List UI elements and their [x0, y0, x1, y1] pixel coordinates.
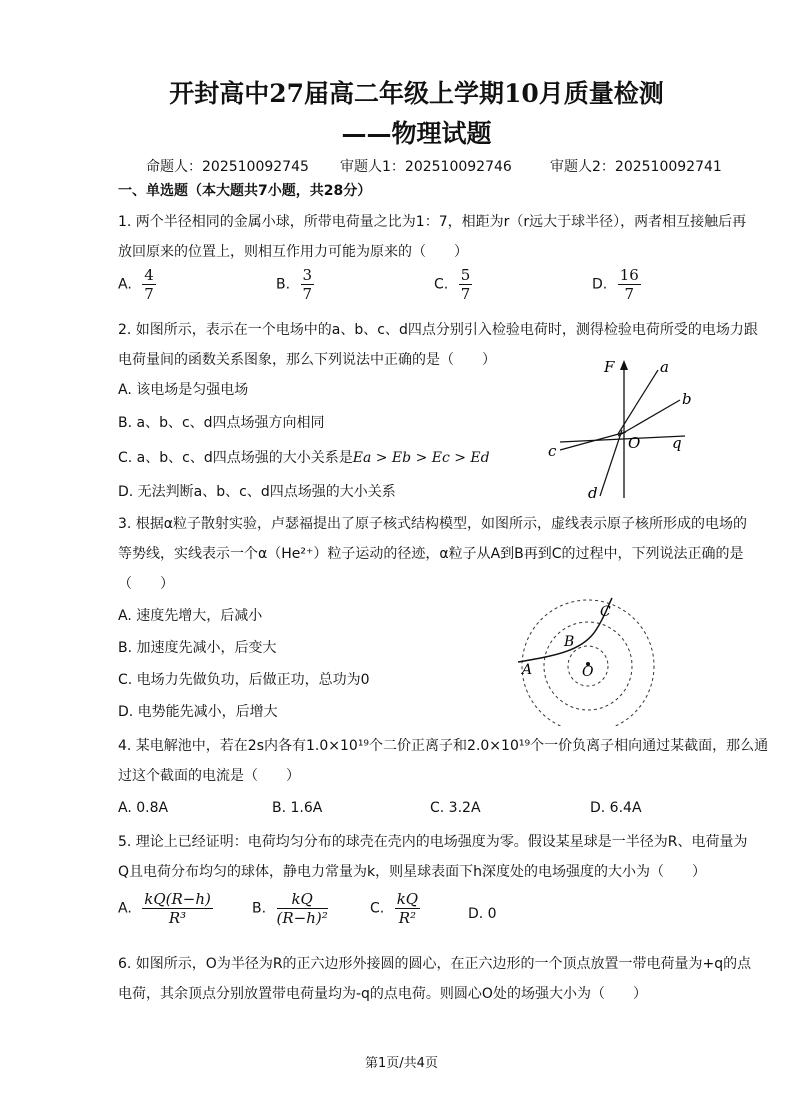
q5-stem-line1: 5. 理论上已经证明：电荷均匀分布的球壳在壳内的电场强度为零。假设某星球是一半径为R、电荷量为 — [118, 834, 748, 850]
proposer: 命题人：202510092745 — [146, 159, 309, 175]
q-axis — [560, 436, 685, 442]
q2-figure — [540, 358, 710, 506]
label-b: B — [564, 634, 575, 650]
q4-option-c: C. 3.2A — [430, 800, 481, 816]
q6-stem-line1: 6. 如图所示，O为半径为R的正六边形外接圆的圆心，在正六边形的一个顶点放置一带电荷量为+q的点 — [118, 956, 752, 972]
label-f: F — [604, 358, 615, 376]
q4-option-b: B. 1.6A — [272, 800, 323, 816]
q1-option-d: D. $\frac{16}{7}$ — [592, 266, 639, 303]
label-b: b — [682, 390, 692, 408]
q4-stem-line2: 过这个截面的电流是（ ） — [118, 768, 300, 784]
q2-option-a: A. 该电场是匀强电场 — [118, 382, 249, 398]
section-heading: 一、单选题（本大题共7小题，共28分） — [118, 183, 372, 199]
q3-stem-line2: 等势线，实线表示一个α（He²⁺）粒子运动的径迹，α粒子从A到B再到C的过程中，下列说法正确的是 — [118, 546, 744, 562]
q4-stem-line1: 4. 某电解池中，若在2s内各有1.0×10¹⁹个二价正离子和2.0×10¹⁹个一价负离子相向通过某截面，那么通 — [118, 738, 769, 754]
q3-stem-line1: 3. 根据α粒子散射实验，卢瑟福提出了原子核式结构模型，如图所示，虚线表示原子核所形成的电场的 — [118, 516, 748, 532]
label-c: c — [548, 442, 557, 460]
q5-option-b: B. $\frac{kQ}{\text{(R−h)²}}$ — [252, 890, 328, 927]
q1-stem-line2: 放回原来的位置上，则相互作用力可能为原来的（ ） — [118, 244, 468, 260]
q5-stem-line2: Q且电荷分布均匀的球体，静电力常量为k，则星球表面下h深度处的电场强度的大小为（ ） — [118, 864, 706, 880]
exam-subtitle: ——物理试题 — [341, 119, 492, 148]
label-a: A — [522, 662, 533, 678]
label-o: O — [628, 434, 641, 452]
q1-option-c: C. $\frac{5}{7}$ — [434, 266, 471, 303]
particle-trajectory — [518, 598, 612, 662]
q3-option-b: B. 加速度先减小，后变大 — [118, 640, 277, 656]
label-q: q — [672, 434, 682, 452]
q4-option-a: A. 0.8A — [118, 800, 169, 816]
label-a: a — [660, 358, 669, 376]
q3-option-c: C. 电场力先做负功，后做正功，总功为0 — [118, 672, 370, 688]
q3-stem-line3: （ ） — [118, 576, 174, 592]
q3-option-a: A. 速度先增大，后减小 — [118, 608, 263, 624]
q2-option-d: D. 无法判断a、b、c、d四点场强的大小关系 — [118, 484, 396, 500]
label-o: O — [582, 664, 594, 680]
q2-stem-line2: 电荷量间的函数关系图象，那么下列说法中正确的是（ ） — [118, 352, 496, 368]
q1-stem-line1: 1. 两个半径相同的金属小球，所带电荷量之比为1：7，相距为r（r远大于球半径），两者相互接触后再 — [118, 214, 747, 230]
reviewer-1: 审题人1：202510092746 — [340, 159, 512, 175]
label-d: d — [588, 484, 598, 502]
q3-figure — [512, 596, 662, 726]
q5-option-d: D. 0 — [468, 906, 497, 922]
q1-option-b: B. $\frac{3}{7}$ — [276, 266, 313, 303]
label-c: C — [600, 604, 611, 620]
q2-stem-line1: 2. 如图所示，表示在一个电场中的a、b、c、d四点分别引入检验电荷时，测得检验电荷所受的电场力跟 — [118, 322, 758, 338]
q2-option-c: C. a、b、c、d四点场强的大小关系是Ea > Eb > Ec > Ed — [118, 450, 490, 466]
q5-option-c: C. $\frac{kQ}{\text{R²}}$ — [370, 890, 419, 927]
f-axis-arrow — [620, 360, 628, 370]
q2-option-b: B. a、b、c、d四点场强方向相同 — [118, 415, 325, 431]
q4-option-d: D. 6.4A — [590, 800, 642, 816]
q1-option-a: A. $\frac{4}{7}$ — [118, 266, 154, 303]
exam-title: 开封高中27届高二年级上学期10月质量检测 — [169, 79, 664, 108]
q6-stem-line2: 电荷，其余顶点分别放置带电荷量均为-q的点电荷。则圆心O处的场强大小为（ ） — [118, 986, 647, 1002]
page-number: 第1页/共4页 — [365, 1056, 438, 1071]
q5-option-a: A. $\frac{kQ(R-h)}{\text{R³}}$ — [118, 890, 211, 927]
reviewer-2: 审题人2：202510092741 — [550, 159, 722, 175]
q3-option-d: D. 电势能先减小，后增大 — [118, 704, 278, 720]
